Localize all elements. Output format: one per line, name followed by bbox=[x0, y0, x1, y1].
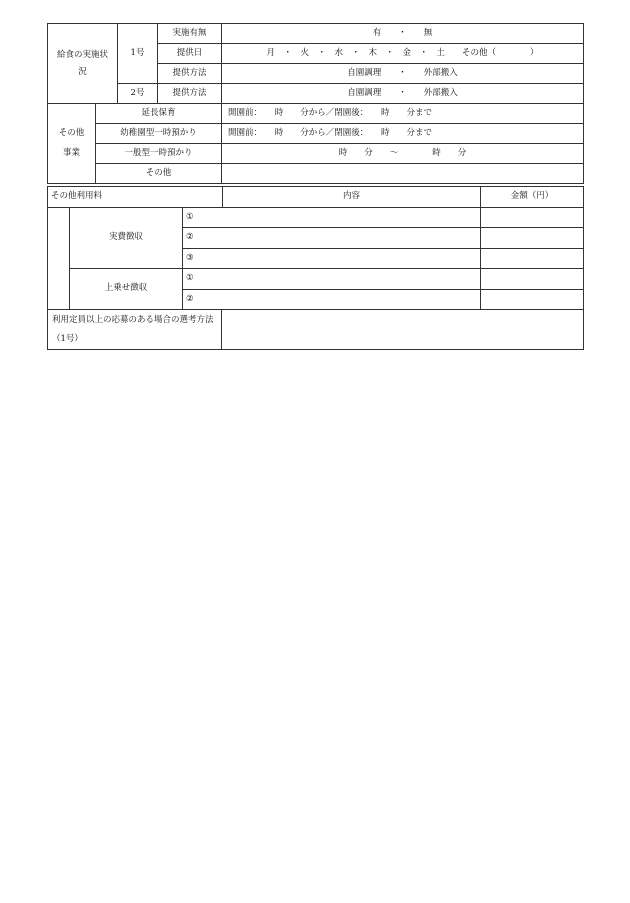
actual-cost-amount-2[interactable] bbox=[481, 228, 584, 249]
implemented-value[interactable]: 有 ・ 無 bbox=[222, 24, 584, 44]
fees-indent-cell bbox=[48, 207, 70, 310]
meal-no1: 1号 bbox=[118, 24, 158, 84]
meal-table bbox=[47, 23, 584, 104]
implemented-label: 実施有無 bbox=[158, 24, 222, 44]
days-value[interactable]: 月 ・ 火 ・ 水 ・ 木 ・ 金 ・ 土 その他（ ） bbox=[222, 44, 584, 64]
actual-cost-amount-3[interactable] bbox=[481, 248, 584, 269]
content-header: 内容 bbox=[223, 187, 481, 208]
fees-title: その他利用料 bbox=[48, 187, 223, 208]
surcharge-item-2[interactable]: ② bbox=[183, 289, 481, 310]
amount-header: 金額（円） bbox=[481, 187, 584, 208]
selection-label: 利用定員以上の応募のある場合の選考方法（1号） bbox=[48, 310, 222, 350]
days-label: 提供日 bbox=[158, 44, 222, 64]
other-value[interactable] bbox=[222, 164, 584, 184]
kindergarten-temp-label: 幼稚園型一時預かり bbox=[96, 124, 222, 144]
extended-care-value[interactable]: 開園前： 時 分から／閉園後： 時 分まで bbox=[222, 104, 584, 124]
general-temp-label: 一般型一時預かり bbox=[96, 144, 222, 164]
actual-cost-label: 実費徴収 bbox=[70, 207, 183, 269]
method-value[interactable]: 自園調理 ・ 外部搬入 bbox=[222, 64, 584, 84]
selection-value[interactable] bbox=[222, 310, 584, 350]
general-temp-value[interactable]: 時 分 ～ 時 分 bbox=[222, 144, 584, 164]
kindergarten-temp-value[interactable]: 開園前： 時 分から／閉園後： 時 分まで bbox=[222, 124, 584, 144]
method-value-2[interactable]: 自園調理 ・ 外部搬入 bbox=[222, 84, 584, 104]
actual-cost-amount-1[interactable] bbox=[481, 207, 584, 228]
selection-table bbox=[47, 309, 584, 350]
actual-cost-item-3[interactable]: ③ bbox=[183, 248, 481, 269]
actual-cost-item-2[interactable]: ② bbox=[183, 228, 481, 249]
other-services-table bbox=[47, 103, 584, 184]
other-services-title: その他事業 bbox=[48, 104, 96, 184]
meal-title: 給食の実施状況 bbox=[48, 24, 118, 104]
surcharge-amount-1[interactable] bbox=[481, 269, 584, 290]
other-label: その他 bbox=[96, 164, 222, 184]
actual-cost-item-1[interactable]: ① bbox=[183, 207, 481, 228]
method-label-2: 提供方法 bbox=[158, 84, 222, 104]
fees-table bbox=[47, 186, 584, 310]
surcharge-label: 上乗せ徴収 bbox=[70, 269, 183, 310]
surcharge-item-1[interactable]: ① bbox=[183, 269, 481, 290]
meal-no2: 2号 bbox=[118, 84, 158, 104]
method-label: 提供方法 bbox=[158, 64, 222, 84]
surcharge-amount-2[interactable] bbox=[481, 289, 584, 310]
extended-care-label: 延長保育 bbox=[96, 104, 222, 124]
